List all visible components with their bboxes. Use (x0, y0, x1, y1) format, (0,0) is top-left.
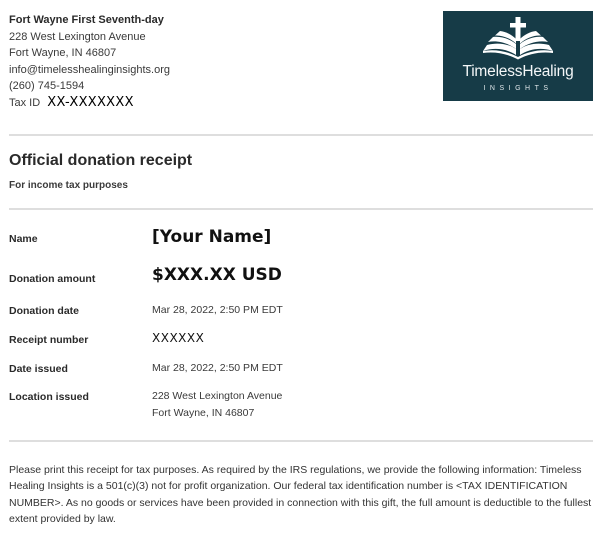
organization-phone: (260) 745-1594 (9, 80, 85, 92)
tax-id-value: XX-XXXXXXX (47, 94, 134, 110)
tax-id-row (9, 95, 309, 112)
location-issued-value (152, 388, 282, 421)
organization-name: Fort Wayne First Seventh-day (9, 14, 164, 26)
organization-address-line1: 228 West Lexington Avenue (9, 30, 146, 43)
logo-wordmark: TimelessHealing (462, 63, 574, 80)
cross-open-book-icon (443, 11, 593, 67)
divider (9, 134, 593, 136)
organization-info (9, 12, 309, 111)
donation-date-label: Donation date (9, 305, 79, 317)
date-issued-value: Mar 28, 2022, 2:50 PM EDT (152, 362, 283, 374)
divider (9, 208, 593, 210)
organization-email: info@timelesshealinginsights.org (9, 63, 170, 76)
date-issued-label: Date issued (9, 363, 68, 375)
location-issued-line2: Fort Wayne, IN 46807 (152, 406, 255, 419)
receipt-subtitle: For income tax purposes (9, 180, 128, 191)
tax-disclaimer: Please print this receipt for tax purposes. As required by the IRS regulations, we provide the following information: Timeless Healing Insights is a 501(c)(3) not for profit organization. Our federal tax identification number is <TAX IDENTIFICATION NUMBER>. As no goods or services have been provided in connection with this gift, the full amount is deductible to the fullest extent provided by law. (9, 464, 592, 525)
organization-address-line2: Fort Wayne, IN 46807 (9, 47, 117, 59)
receipt-number-label: Receipt number (9, 334, 89, 346)
donation-amount-value: $XXX.XX USD (152, 265, 282, 285)
donation-date-value: Mar 28, 2022, 2:50 PM EDT (152, 304, 283, 316)
logo-subtitle: INSIGHTS (483, 85, 553, 92)
tax-id-label: Tax ID (9, 96, 41, 109)
location-issued-label: Location issued (9, 391, 89, 403)
divider (9, 440, 593, 442)
donation-amount-label: Donation amount (9, 273, 96, 285)
name-value: [Your Name] (152, 227, 272, 247)
location-issued-line1: 228 West Lexington Avenue (152, 390, 283, 402)
organization-logo (443, 11, 593, 101)
receipt-title: Official donation receipt (9, 152, 193, 169)
receipt-number-value: XXXXXX (152, 331, 205, 345)
name-label: Name (9, 233, 38, 245)
